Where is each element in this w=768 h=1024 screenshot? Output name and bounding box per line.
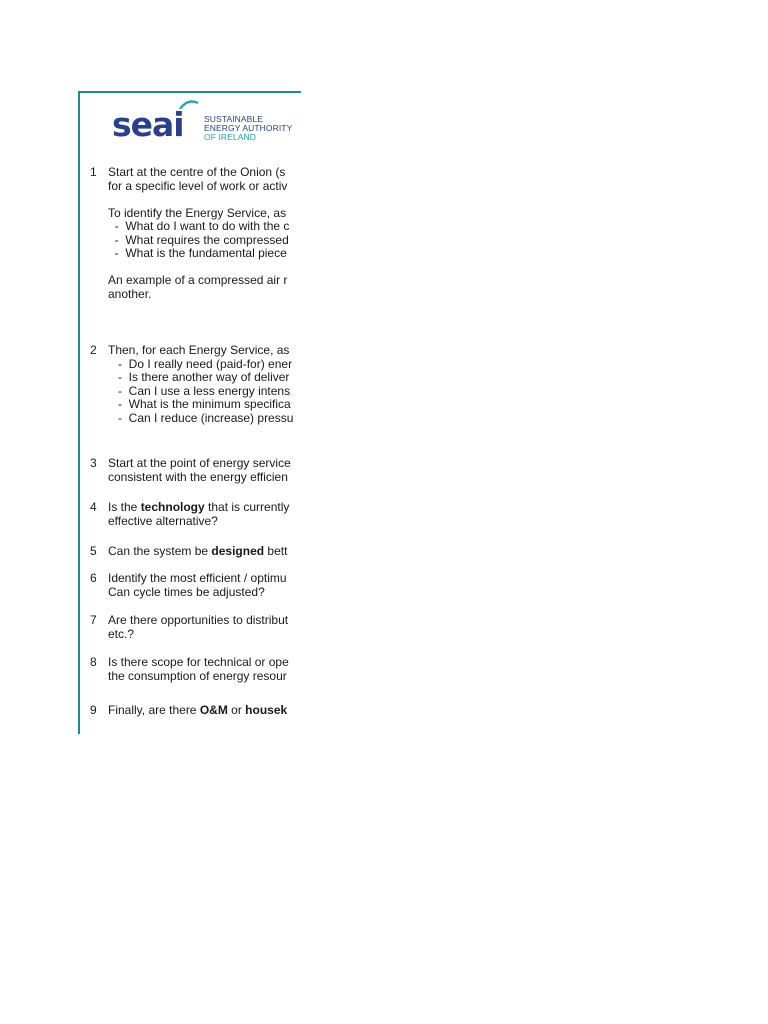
item-bullet: - What requires the compressed [108, 232, 289, 247]
item-text: Is the technology that is currently [108, 500, 290, 514]
item-number: 2 [90, 343, 97, 357]
item-text: etc.? [108, 626, 135, 641]
item-text: effective alternative? [108, 513, 218, 528]
item-number: 9 [90, 703, 97, 717]
item-number: 7 [90, 613, 97, 627]
item-number: 5 [90, 544, 97, 558]
item-text: Start at the centre of the Onion (s [108, 165, 286, 179]
item-bullet: - Can I reduce (increase) pressu [108, 410, 294, 425]
item-text: To identify the Energy Service, as [108, 205, 287, 220]
logo-line-1: SUSTAINABLE [204, 114, 264, 124]
item-bullet: - What do I want to do with the c [108, 219, 290, 233]
item-bullet: - Is there another way of deliver [108, 370, 290, 384]
item-text: consistent with the energy efficien [108, 469, 288, 484]
item-number: 3 [90, 456, 97, 470]
frame-top-border [78, 91, 301, 93]
item-bullet: - What is the minimum specifica [108, 397, 291, 411]
item-text: Start at the point of energy service [108, 456, 291, 470]
item-text: Identify the most efficient / optimu [108, 571, 287, 585]
item-text: An example of a compressed air r [108, 273, 288, 287]
item-bullet: - Do I really need (paid-for) ener [108, 356, 293, 371]
item-text: Then, for each Energy Service, as [108, 343, 290, 357]
item-text: Are there opportunities to distribut [108, 613, 289, 627]
item-number: 6 [90, 571, 97, 585]
item-bullet: - What is the fundamental piece [108, 246, 287, 260]
item-text: Can cycle times be adjusted? [108, 584, 265, 599]
item-number: 8 [90, 655, 97, 669]
item-bullet: - Can I use a less energy intens [108, 383, 291, 398]
item-text: Finally, are there O&M or housek [108, 703, 288, 717]
item-text: the consumption of energy resour [108, 668, 287, 683]
logo-wordmark: seai [112, 105, 184, 144]
item-text: for a specific level of work or activ [108, 178, 288, 193]
logo-line-3: OF IRELAND [204, 132, 257, 142]
document-sheet [78, 91, 301, 734]
frame-left-border [78, 91, 80, 734]
item-number: 1 [90, 165, 97, 179]
logo-tagline [204, 115, 292, 142]
seai-logo [112, 101, 301, 151]
item-text: Is there scope for technical or ope [108, 655, 289, 669]
item-number: 4 [90, 500, 97, 514]
item-text: another. [108, 286, 152, 301]
item-text: Can the system be designed bett [108, 544, 288, 558]
logo-line-2: ENERGY AUTHORITY [204, 123, 293, 133]
